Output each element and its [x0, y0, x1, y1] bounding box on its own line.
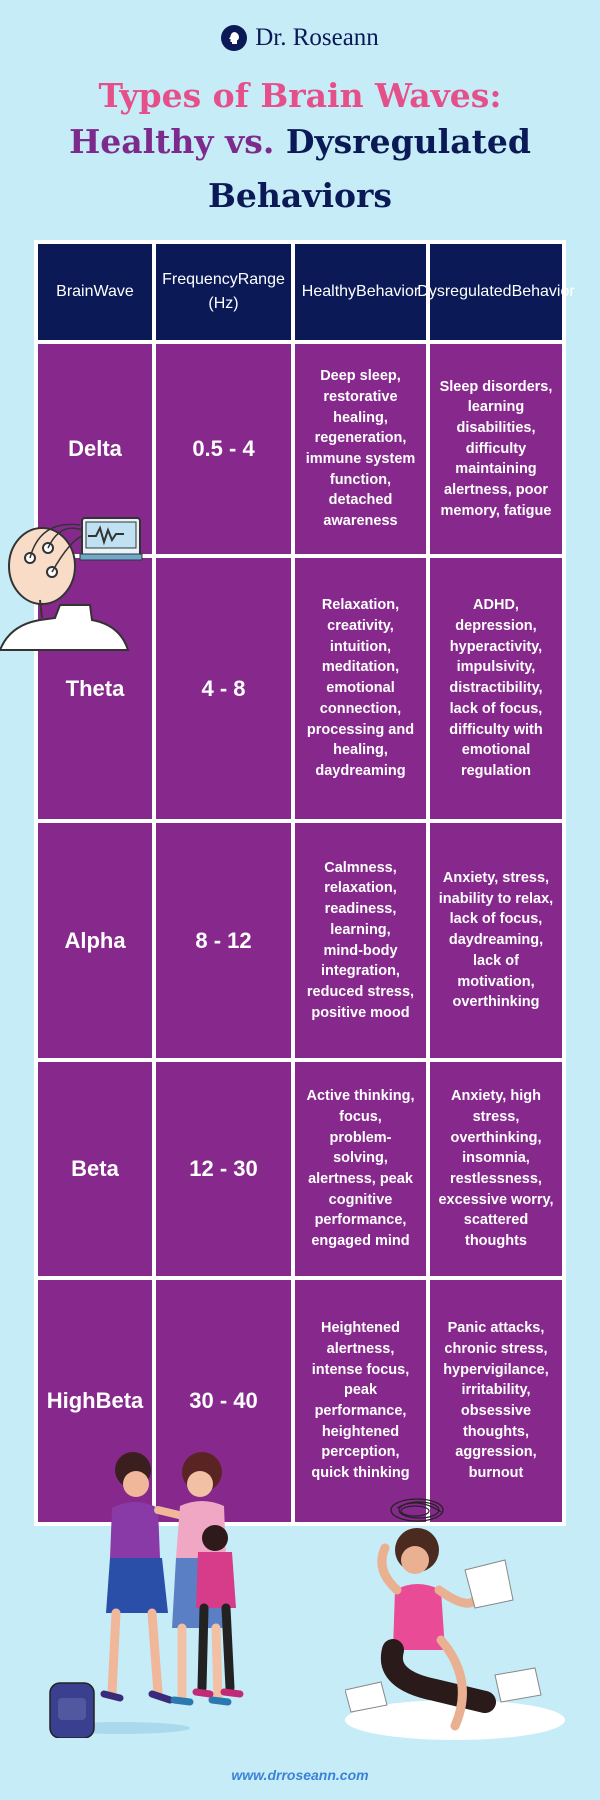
eeg-head-illustration-icon [0, 500, 150, 660]
cell-line: impulsivity, [456, 659, 536, 676]
cell-line: intense focus, [311, 1361, 410, 1378]
cell-line: awareness [323, 513, 398, 530]
brain-wave-cell [38, 823, 152, 1058]
header-frequency-range [156, 244, 291, 340]
cell-line: hypervigilance, [443, 1361, 549, 1378]
cell-line: burnout [468, 1465, 524, 1482]
cell-line: daydreaming [315, 762, 406, 779]
cell-line: irritability, [461, 1382, 531, 1399]
healthy-behavior-cell [295, 823, 426, 1058]
cell-line: maintaining [455, 461, 537, 478]
cell-line: Beta [95, 1388, 144, 1413]
cell-line: function, [329, 471, 392, 488]
healthy-behavior-cell [295, 1280, 426, 1522]
cell-line: hyperactivity, [449, 638, 543, 655]
cell-line: obsessive [460, 1403, 532, 1419]
cell-line: distractibility, [449, 680, 543, 697]
stressed-woman-illustration-icon [345, 1490, 575, 1740]
dysregulated-behavior-cell [430, 823, 562, 1058]
cell-line: Calmness, [324, 859, 397, 876]
cell-line: alertness, [326, 1340, 395, 1357]
cell-line: difficulty [465, 440, 527, 457]
frequency-range-cell [156, 558, 291, 819]
cell-line: learning, [330, 921, 391, 938]
cell-line: Theta [65, 675, 125, 701]
cell-line: performance, [314, 1212, 407, 1229]
cell-line: emotional [461, 742, 531, 759]
cell-line: Deep sleep, [320, 368, 401, 385]
cell-line: focus, [339, 1108, 382, 1125]
cell-line: ADHD, [473, 597, 519, 614]
cell-line: regeneration, [314, 430, 407, 447]
cell-line: chronic stress, [444, 1340, 548, 1357]
frequency-range-cell [156, 823, 291, 1058]
cell-line: lack of focus, [449, 700, 543, 717]
cell-line: depression, [455, 618, 537, 635]
cell-line: Beta [71, 1156, 119, 1181]
cell-line: readiness, [324, 901, 397, 918]
website-link[interactable]: www.drroseann.com [231, 1767, 369, 1783]
family-hug-illustration-icon [40, 1448, 270, 1738]
cell-line: emotional [326, 680, 395, 697]
healthy-behavior-cell [295, 344, 426, 554]
brain-head-logo-icon [221, 25, 247, 51]
cell-line: healing, [333, 742, 388, 759]
cell-line: integration, [321, 963, 400, 980]
frequency-range-cell [156, 344, 291, 554]
cell-line: Heightened [321, 1320, 400, 1337]
cell-line: lack of focus, [449, 911, 543, 928]
cell-line: solving, [333, 1150, 388, 1167]
cell-line: peak [343, 1382, 378, 1399]
cell-line: Brain [56, 283, 94, 300]
cell-line: scattered [463, 1212, 529, 1229]
cell-line: Behavior [511, 283, 575, 300]
cell-line: aggression, [455, 1444, 537, 1461]
cell-line: reduced stress, [306, 983, 415, 1000]
cell-line: difficulty with [449, 721, 543, 738]
cell-line: creativity, [327, 618, 394, 635]
cell-line: cognitive [328, 1191, 393, 1208]
dysregulated-behavior-cell [430, 1062, 562, 1276]
dysregulated-behavior-cell [430, 1280, 562, 1522]
healthy-behavior-cell [295, 558, 426, 819]
cell-line: relaxation, [324, 880, 397, 897]
healthy-behavior-cell [295, 1062, 426, 1276]
cell-line: insomnia, [462, 1150, 530, 1167]
title-vs: vs. [225, 122, 275, 161]
cell-text: 8 - 12 [195, 927, 252, 953]
cell-line: restorative [323, 388, 398, 405]
cell-line: mind-body [323, 942, 398, 959]
cell-line: inability to relax, [438, 890, 554, 907]
cell-line: Wave [93, 283, 134, 300]
header-dysregulated-behavior [417, 244, 575, 340]
cell-line: positive mood [311, 1004, 410, 1021]
cell-line: detached [328, 492, 393, 509]
cell-line: Behavior [356, 283, 420, 300]
cell-line: motivation, [457, 973, 535, 990]
cell-line: Delta [68, 436, 122, 461]
cell-text: 4 - 8 [201, 675, 246, 701]
title-line-1: Types of Brain Waves: [98, 76, 502, 115]
cell-line: Panic attacks, [447, 1320, 545, 1337]
cell-text: 30 - 40 [189, 1388, 258, 1413]
title-healthy: Healthy [69, 122, 214, 161]
cell-line: Alpha [64, 927, 126, 953]
cell-text: 12 - 30 [189, 1156, 258, 1181]
cell-line: performance, [314, 1403, 407, 1419]
cell-line: alertness, peak [308, 1171, 413, 1187]
cell-line: meditation, [321, 659, 400, 676]
cell-line: Frequency [162, 271, 238, 288]
cell-line: stress, [472, 1108, 520, 1125]
frequency-range-cell [156, 1062, 291, 1276]
cell-text: 0.5 - 4 [192, 436, 255, 461]
title-line-2 [0, 120, 600, 163]
cell-line: perception, [321, 1444, 400, 1461]
cell-line: intuition, [329, 638, 392, 655]
cell-line: restlessness, [450, 1171, 542, 1187]
cell-line: memory, fatigue [440, 502, 552, 519]
header-healthy-behavior [295, 244, 426, 340]
cell-line: connection, [319, 700, 402, 717]
cell-line: regulation [460, 762, 532, 779]
dysregulated-behavior-cell [430, 558, 562, 819]
cell-line: overthinking, [450, 1129, 542, 1146]
cell-line: processing and [306, 721, 415, 738]
cell-line: engaged mind [311, 1233, 410, 1250]
cell-line: disabilities, [456, 419, 536, 436]
cell-line: Relaxation, [321, 597, 400, 614]
cell-line: Anxiety, stress, [442, 870, 550, 887]
cell-line: heightened [321, 1423, 400, 1440]
cell-line: Sleep disorders, [439, 378, 553, 395]
cell-line: alertness, poor [444, 482, 548, 499]
cell-line: Range (Hz) [208, 271, 285, 312]
cell-line: immune system [305, 451, 416, 467]
cell-line: thoughts [464, 1233, 527, 1250]
dysregulated-behavior-cell [430, 344, 562, 554]
cell-line: daydreaming, [448, 932, 544, 949]
brand-name: Dr. Roseann [255, 24, 379, 51]
cell-line: Dysregulated [417, 283, 512, 300]
title-line-3: Behaviors [208, 176, 392, 215]
cell-line: Healthy [301, 283, 357, 300]
cell-line: lack of [473, 952, 519, 969]
title-dysregulated: Dysregulated [285, 122, 531, 161]
brain-wave-cell [38, 1062, 152, 1276]
cell-line: Active thinking, [306, 1088, 415, 1105]
cell-line: quick thinking [311, 1465, 410, 1482]
cell-line: excessive worry, [438, 1191, 554, 1208]
brand-logo [0, 24, 600, 52]
cell-line: healing, [333, 409, 388, 426]
header-brain-wave [38, 244, 152, 340]
cell-line: thoughts, [462, 1423, 530, 1440]
cell-line: overthinking [452, 994, 540, 1011]
cell-line: problem- [329, 1129, 392, 1146]
brain-wave-table [34, 240, 575, 1526]
cell-line: High [46, 1388, 96, 1413]
cell-line: Anxiety, high [451, 1088, 541, 1105]
cell-line: learning [467, 399, 525, 416]
